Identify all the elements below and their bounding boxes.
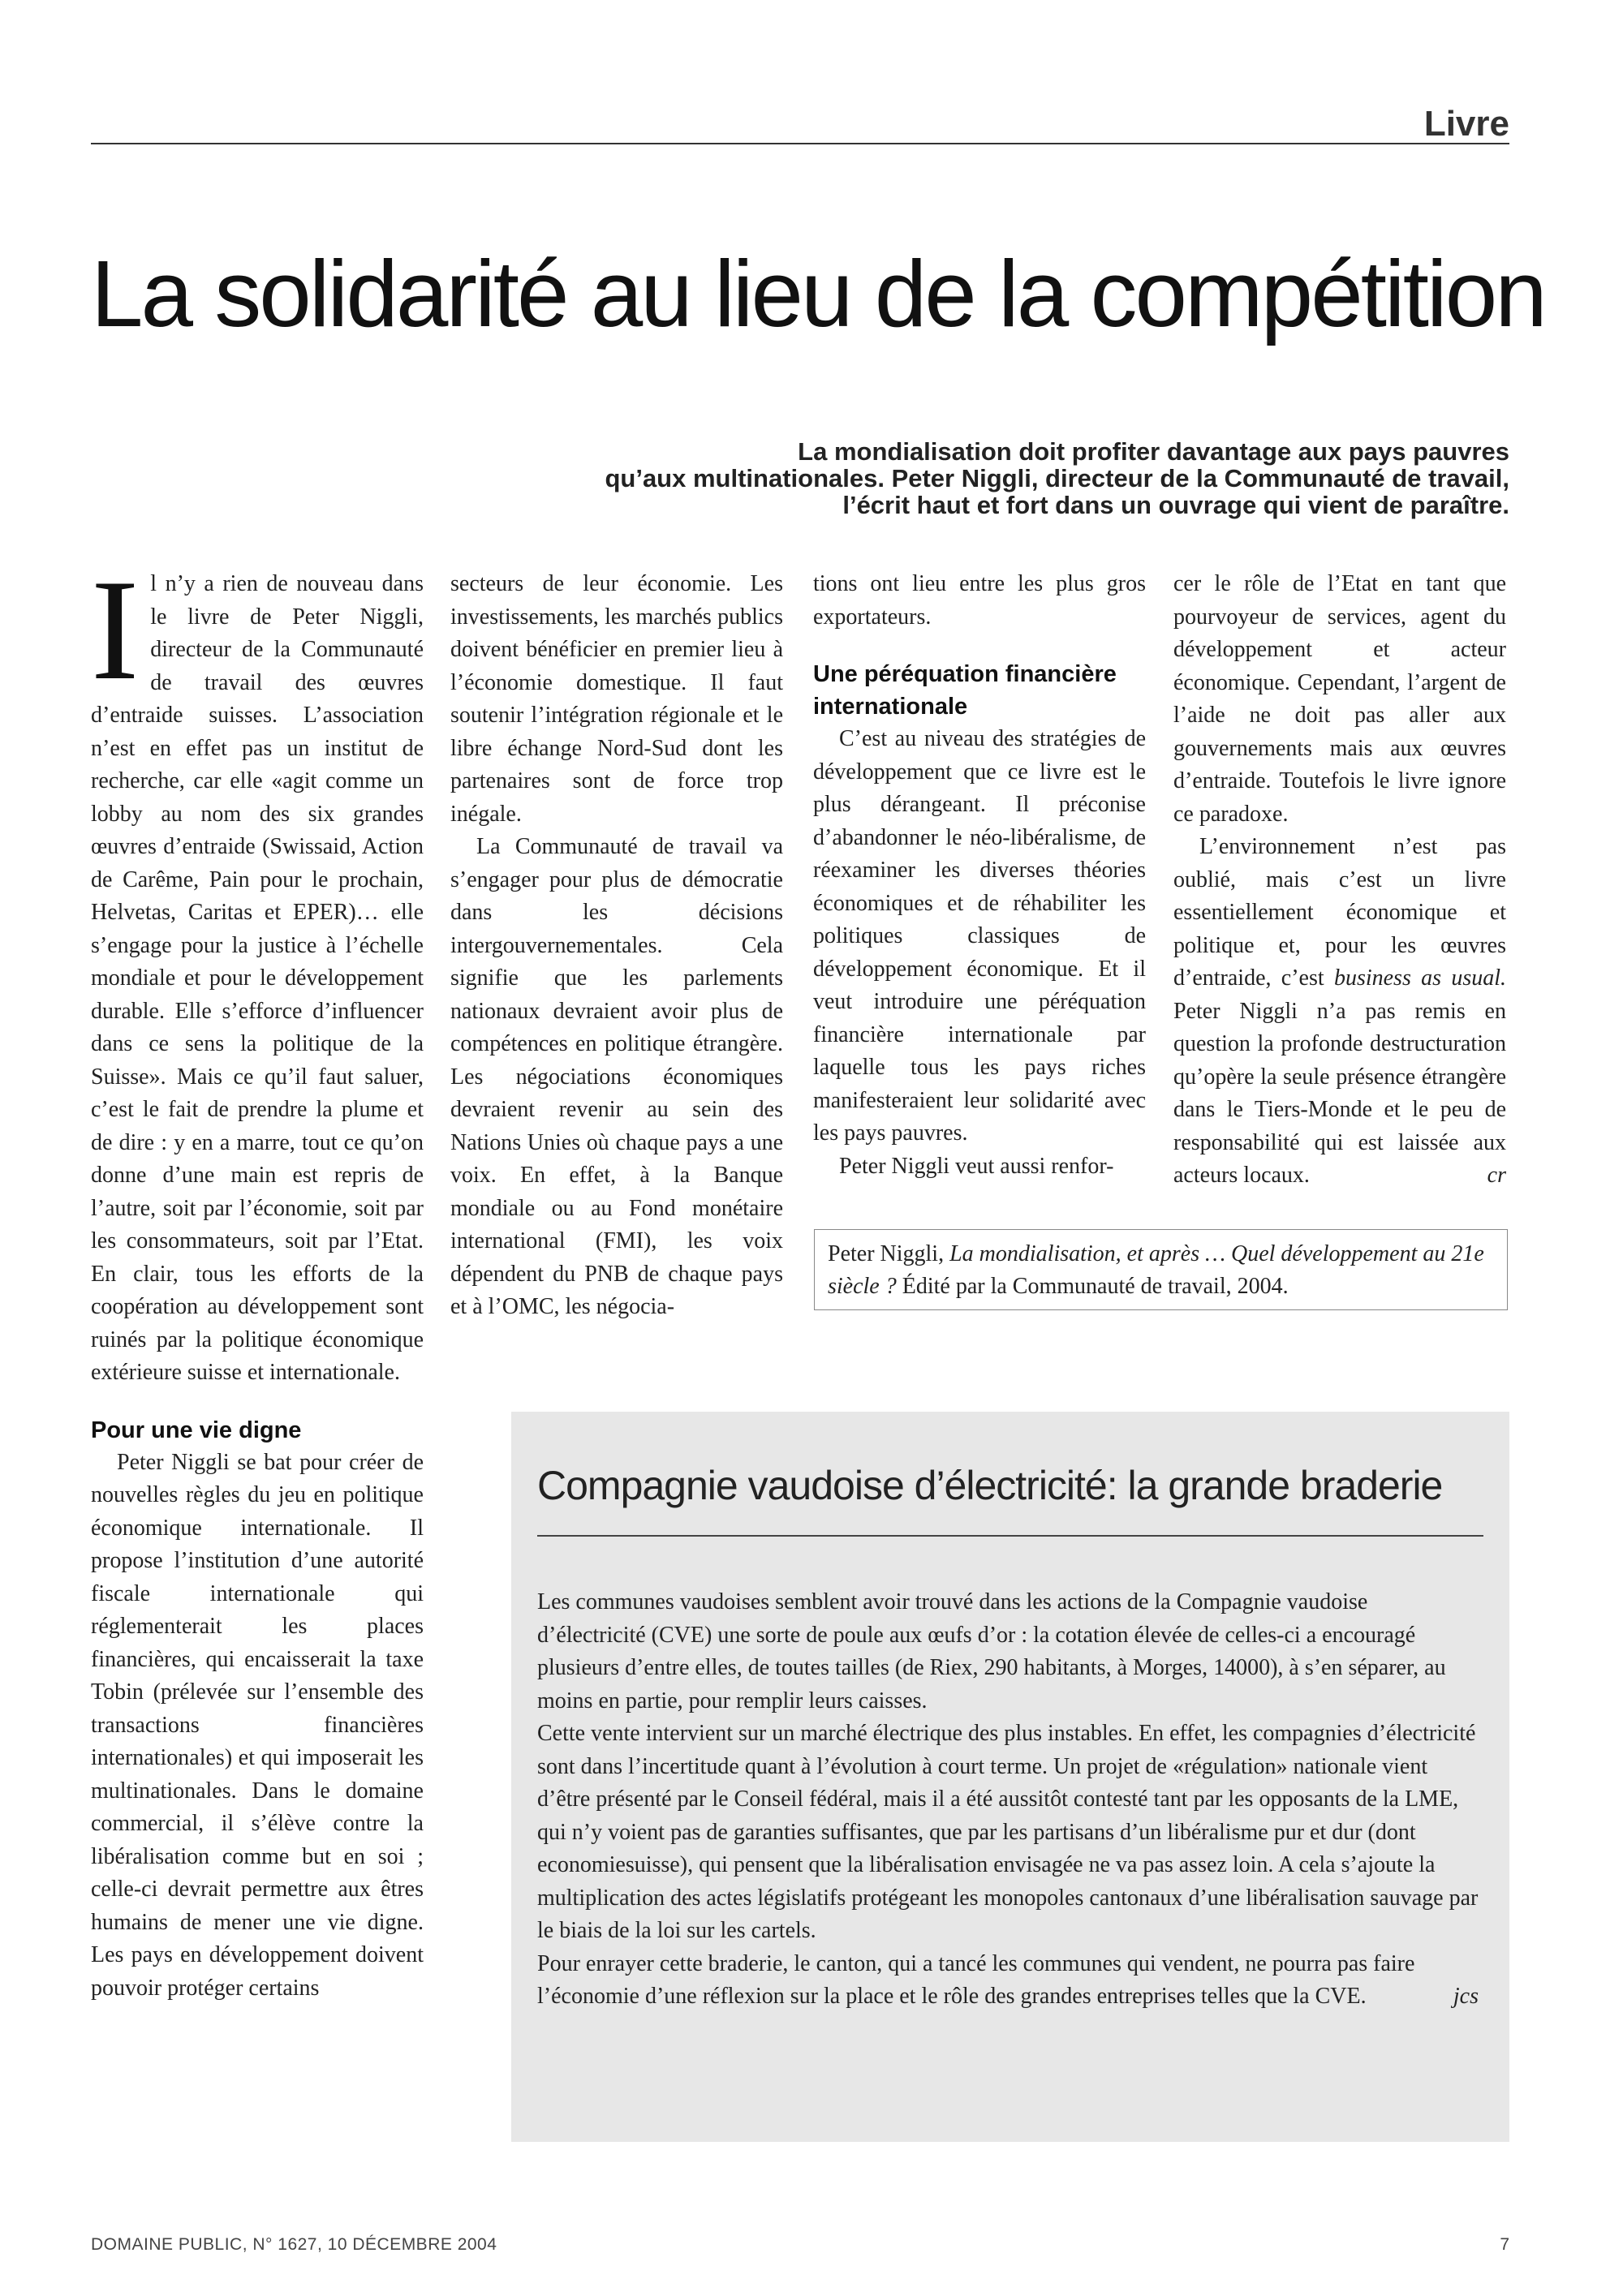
deck-line: l’écrit haut et fort dans un ouvrage qui vient de paraître. <box>842 491 1509 519</box>
paragraph <box>91 549 424 1390</box>
article-column-4 <box>1173 568 1506 1193</box>
paragraph: La Communauté de travail va s’engager pour plus de démocratie dans les décisions intergouvernementales. Cela signifie que les parlements nationaux devraient avoir plus de compétences en politique étrangère. Les négociations économiques devraient revenir au sein des Nations Unies où chaque pays a une voix. En effet, à la Banque mondiale ou au Fond monétaire international (FMI), les voix dépendent du PNB de chaque pays et à l’OMC, les négocia- <box>450 834 783 1319</box>
sidebar-box <box>511 1412 1509 2142</box>
paragraph-text: Peter Niggli n’a pas remis en question la profonde destructuration qu’opère la seule présence étrangère dans le Tiers-Monde et le peu de responsabilité qui est laissée aux acteurs locaux. <box>1173 998 1506 1188</box>
italic-phrase: business as usual. <box>1333 965 1506 991</box>
paragraph <box>1173 831 1506 1193</box>
top-rule <box>91 143 1509 144</box>
publication-footer: DOMAINE PUBLIC, N° 1627, 10 DÉCEMBRE 2004 <box>91 2235 497 2254</box>
paragraph-text: l n’y a rien de nouveau dans le livre de Peter Niggli, directeur de la Communauté de travail des œuvres d’entraide suisses. L’association n’est en effet pas un institut de recherche, car elle «agit comme un lobby au nom des six grandes œuvres d’entraide (Swissaid, Action de Carême, Pain pour le prochain, Helvetas, Caritas et EPER)… elle s’engage pour la justice à l’échelle mondiale et pour le développement durable. Elle s’efforce d’influencer dans ce sens la politique de la Suisse». Mais ce qu’il faut saluer, c’est le fait de prendre la plume et de dire : y en a marre, tout ce qu’on donne d’une main est repris de l’autre, soit par l’économie, soit par les consommateurs, soit par l’Etat. En clair, tous les efforts de la coopération au développement sont ruinés par la politique économique extérieure suisse et internationale. <box>91 571 424 1385</box>
deck-line: qu’aux multinationales. Peter Niggli, directeur de la Communauté de travail, <box>605 464 1509 492</box>
page-number: 7 <box>1500 2235 1509 2254</box>
sidebar-author-initials: jcs <box>1453 1984 1479 2009</box>
paragraph: Peter Niggli se bat pour créer de nouvelles règles du jeu en politique économique internationale. Il propose l’institution d’une autorité fiscale internationale qui réglementerait les places financières, qui encaisserait la taxe Tobin (prélevée sur l’ensemble des transactions financières internationales) et qui imposerait les multinationales. Dans le domaine commercial, il s’élève contre la libéralisation comme but en soi ; celle-ci devrait permettre aux êtres humains de mener une vie digne. Les pays en développement doivent pouvoir protéger certains <box>91 1449 424 2001</box>
paragraph: secteurs de leur économie. Les investissements, les marchés publics doivent bénéficier en premier lieu à l’économie domestique. Il faut soutenir l’intégration régionale et le libre échange Nord-Sud dont les partenaires sont de force trop inégale. <box>450 571 783 827</box>
article-column-2 <box>450 568 783 1324</box>
paragraph: C’est au niveau des stratégies de développement que ce livre est le plus dérangeant. Il préconise d’abandonner le néo-libéralisme, de réexaminer les diverses théories économiques et de réhabiliter les politiques classiques de développement économique. Et il veut introduire une péréquation financière internationale par laquelle tous les pays riches manifesteraient leur solidarité avec les pays pauvres. <box>813 726 1146 1146</box>
drop-cap: I <box>91 549 140 710</box>
paragraph-text: L’environnement n’est pas oublié, mais c’est un livre essentiellement économique et politique et, pour les œuvres d’entraide, c’est <box>1173 834 1506 991</box>
subheading: Une péréquation financière internationale <box>813 661 1117 720</box>
deck-line: La mondialisation doit profiter davantage aux pays pauvres <box>798 437 1509 466</box>
reference-author: Peter Niggli, <box>828 1241 950 1266</box>
sidebar-title: Compagnie vaudoise d’électricité: la grande braderie <box>537 1463 1443 1508</box>
article-title: La solidarité au lieu de la compétition <box>91 241 1545 346</box>
paragraph: tions ont lieu entre les plus gros exportateurs. <box>813 571 1146 630</box>
sidebar-paragraph <box>537 1948 1479 2014</box>
reference-publisher: Édité par la Communauté de travail, 2004. <box>902 1274 1289 1299</box>
book-reference-box <box>814 1229 1508 1310</box>
paragraph-text: Pour enrayer cette braderie, le canton, qui a tancé les communes qui vendent, ne pourra pas faire l’économie d’une réflexion sur la place et le rôle des grandes entreprises telles que la CVE. <box>537 1950 1415 2009</box>
author-initials: cr <box>1487 1163 1506 1188</box>
sidebar-paragraph: Les communes vaudoises semblent avoir trouvé dans les actions de la Compagnie vaudoise d’électricité (CVE) une sorte de poule aux œufs d’or : la cotation élevée de celles-ci a encouragé plusieurs d’entre elles, de toutes tailles (de Riex, 290 habitants, à Morges, 14000), à s’en séparer, au moins en partie, pour remplir leurs caisses. <box>537 1589 1446 1713</box>
section-tag: Livre <box>1423 104 1509 144</box>
sidebar-paragraph: Cette vente intervient sur un marché électrique des plus instables. En effet, les compagnies d’électricité sont dans l’incertitude quant à l’évolution à court terme. Un projet de «régulation» nationale vient d’être présenté par le Conseil fédéral, mais il a été aussitôt contesté tant par les opposants de la LME, qui n’y voient pas de garanties suffisantes, que par les partisans d’un libéralisme pur et dur (dont economiesuisse), qui pensent que la libéralisation envisagée ne va pas assez loin. A cela s’ajoute la multiplication des actes législatifs protégeant les monopoles cantonaux d’une libéralisation sauvage par le biais de la loi sur les cartels. <box>537 1721 1479 1943</box>
sidebar-rule <box>537 1535 1483 1537</box>
article-column-3 <box>813 568 1146 1183</box>
reference-book-title: La mondialisation, et après … Quel développement au 21e siècle ? <box>828 1241 1484 1299</box>
article-column-1 <box>91 549 424 2005</box>
paragraph: Peter Niggli veut aussi renfor- <box>839 1153 1114 1179</box>
paragraph: cer le rôle de l’Etat en tant que pourvoyeur de services, agent du développement et acteur économique. Cependant, l’argent de l’aide ne doit pas aller aux gouvernements mais aux œuvres d’entraide. Toutefois le livre ignore ce paradoxe. <box>1173 571 1506 827</box>
article-deck <box>333 438 1509 518</box>
subheading: Pour une vie digne <box>91 1417 302 1443</box>
sidebar-body <box>537 1586 1479 2014</box>
